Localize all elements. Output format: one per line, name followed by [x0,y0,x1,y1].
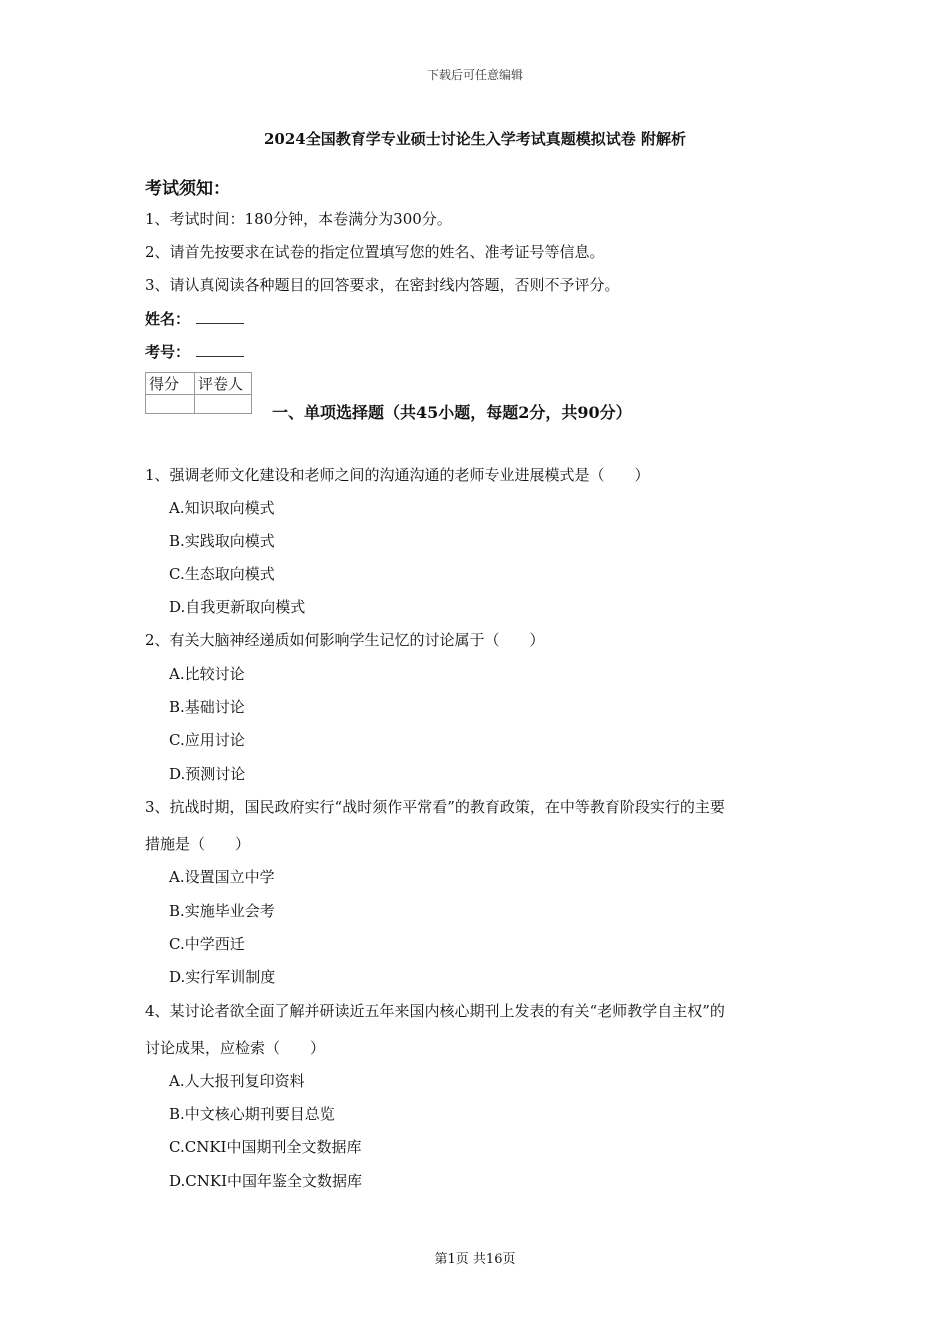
question-stem: 2、有关大脑神经递质如何影响学生记忆的讨论属于（ ） [145,631,545,649]
notice-item: 3、请认真阅读各种题目的回答要求，在密封线内答题，否则不予评分。 [145,276,620,294]
id-field [145,341,244,362]
answer-option: D.CNKI中国年鉴全文数据库 [169,1172,362,1190]
header-note: 下载后可任意编辑 [426,68,523,82]
answer-option: D.预测讨论 [169,765,246,783]
notice-heading: 考试须知： [145,179,230,199]
question-stem-continued: 措施是（ ） [145,835,251,853]
answer-option: D.自我更新取向模式 [169,598,306,616]
page-footer: 第1页 共16页 [434,1252,516,1267]
score-cell [146,395,195,414]
answer-option: B.中文核心期刊要目总览 [169,1105,335,1123]
grader-header: 评卷人 [195,373,252,395]
notice-item: 2、请首先按要求在试卷的指定位置填写您的姓名、准考证号等信息。 [145,243,605,261]
answer-option: C.生态取向模式 [169,565,275,583]
answer-option: C.应用讨论 [169,731,245,749]
name-blank [196,309,244,324]
answer-option: C.CNKI中国期刊全文数据库 [169,1138,362,1156]
answer-option: D.实行军训制度 [169,968,276,986]
notice-item: 1、考试时间：180分钟，本卷满分为300分。 [145,210,452,228]
answer-option: A.知识取向模式 [169,499,275,517]
grader-cell [195,395,252,414]
answer-option: A.比较讨论 [169,665,245,683]
question-stem: 4、某讨论者欲全面了解并研读近五年来国内核心期刊上发表的有关“老师教学自主权”的 [145,1002,725,1020]
question-stem: 3、抗战时期，国民政府实行“战时须作平常看”的教育政策，在中等教育阶段实行的主要 [145,798,725,816]
answer-option: A.设置国立中学 [169,868,275,886]
answer-option: B.实践取向模式 [169,532,275,550]
score-table [145,372,252,414]
question-stem: 1、强调老师文化建设和老师之间的沟通沟通的老师专业进展模式是（ ） [145,466,650,484]
answer-option: B.基础讨论 [169,698,245,716]
score-header: 得分 [146,373,195,395]
section-heading: 一、单项选择题（共45小题，每题2分，共90分） [272,403,632,422]
question-stem-continued: 讨论成果，应检索（ ） [145,1039,326,1057]
document-title: 2024全国教育学专业硕士讨论生入学考试真题模拟试卷 附解析 [264,130,686,148]
answer-option: A.人大报刊复印资料 [169,1072,305,1090]
answer-option: B.实施毕业会考 [169,902,275,920]
answer-option: C.中学西迁 [169,935,245,953]
name-label: 姓名： [145,310,191,328]
name-field [145,308,244,329]
id-label: 考号： [145,343,191,361]
id-blank [196,342,244,357]
